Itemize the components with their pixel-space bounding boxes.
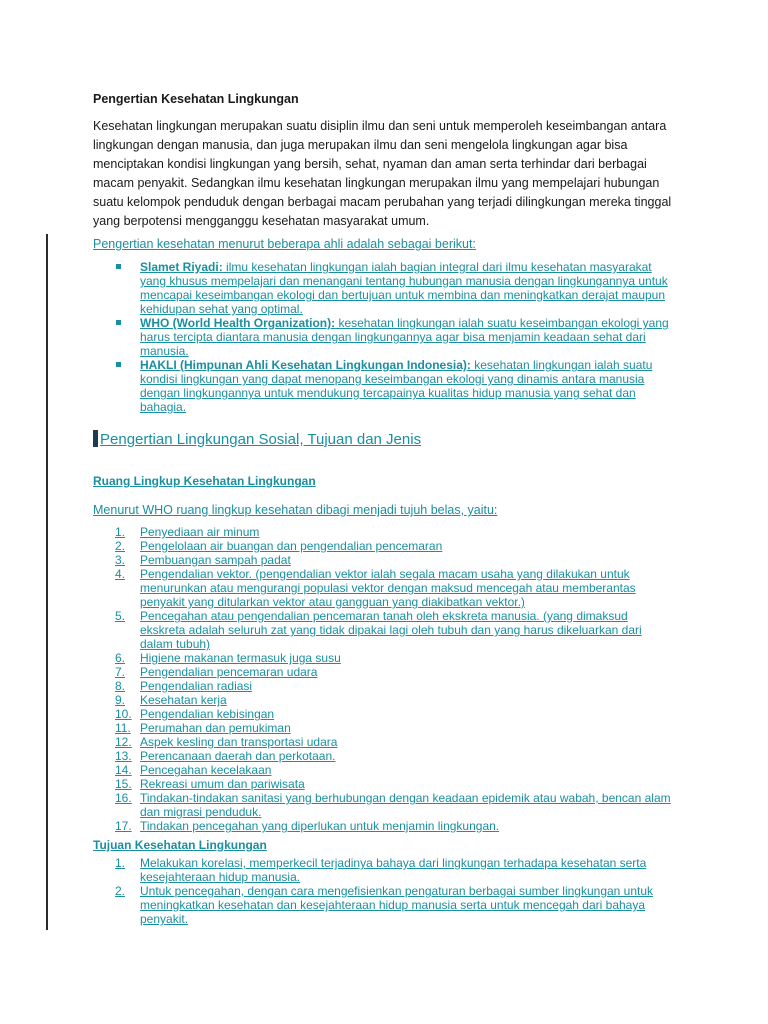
expert-name: Slamet Riyadi: bbox=[140, 260, 223, 274]
list-item[interactable] bbox=[115, 819, 675, 833]
item-text: Pengendalian kebisingan bbox=[140, 707, 275, 721]
item-text: Pengelolaan air buangan dan pengendalian pencemaran bbox=[140, 539, 443, 553]
item-number: 9. bbox=[115, 693, 126, 707]
list-item[interactable] bbox=[115, 884, 675, 926]
item-text: Melakukan korelasi, memperkecil terjadinya bahaya dari lingkungan terhadapa kesehatan serta kesejahteraan hidup manusia. bbox=[140, 856, 647, 884]
item-text: Higiene makanan termasuk juga susu bbox=[140, 651, 341, 665]
item-text: Perumahan dan pemukiman bbox=[140, 721, 291, 735]
revision-change-bar bbox=[46, 234, 48, 930]
expert-definition: ilmu kesehatan lingkungan ialah bagian integral dari ilmu kesehatan masyarakat yang khusus mempelajari dan menangani tentang hubungan manusia dengan lingkungannya untuk mencapai keseimbangan ekologi dan bertujuan untuk membina dan meningkatkan derajat maupun kehidupan sehat yang optimal. bbox=[140, 260, 668, 316]
item-number: 1. bbox=[115, 525, 126, 539]
item-text: Perencanaan daerah dan perkotaan. bbox=[140, 749, 336, 763]
list-item[interactable] bbox=[115, 665, 675, 679]
experts-intro-link[interactable]: Pengertian kesehatan menurut beberapa ahli adalah sebagai berikut: bbox=[93, 237, 476, 251]
item-text: Aspek kesling dan transportasi udara bbox=[140, 735, 338, 749]
expert-definition: kesehatan lingkungan ialah suatu keseimbangan ekologi yang harus tercipta diantara manusia dengan lingkungannya agar bisa menjamin keadaan sehat dari manusia. bbox=[140, 316, 669, 358]
item-number: 15. bbox=[115, 777, 132, 791]
list-item[interactable] bbox=[115, 791, 675, 819]
item-text: Pengendalian pencemaran udara bbox=[140, 665, 318, 679]
item-number: 7. bbox=[115, 665, 126, 679]
item-number: 14. bbox=[115, 763, 132, 777]
square-bullet-icon bbox=[116, 320, 121, 325]
item-text: Tindakan pencegahan yang diperlukan untuk menjamin lingkungan. bbox=[140, 819, 500, 833]
list-item[interactable] bbox=[115, 856, 675, 884]
item-number: 4. bbox=[115, 567, 126, 581]
list-item[interactable] bbox=[115, 539, 675, 553]
section-title-text: Pengertian Lingkungan Sosial, Tujuan dan Jenis bbox=[100, 431, 422, 448]
who-intro-link[interactable]: Menurut WHO ruang lingkup kesehatan dibagi menjadi tujuh belas, yaitu: bbox=[93, 503, 498, 517]
list-item[interactable] bbox=[115, 679, 675, 693]
list-item[interactable] bbox=[115, 651, 675, 665]
list-item[interactable] bbox=[115, 749, 675, 763]
section-title-link[interactable] bbox=[93, 430, 421, 448]
list-item[interactable] bbox=[115, 693, 675, 707]
item-number: 2. bbox=[115, 884, 126, 898]
experts-list bbox=[112, 260, 672, 414]
list-item[interactable] bbox=[115, 735, 675, 749]
item-text: Tindakan-tindakan sanitasi yang berhubungan dengan keadaan epidemik atau wabah, bencan alam dan migrasi penduduk. bbox=[140, 791, 671, 819]
expert-name: HAKLI (Himpunan Ahli Kesehatan Lingkungan Indonesia): bbox=[140, 358, 471, 372]
item-number: 17. bbox=[115, 819, 132, 833]
list-item[interactable] bbox=[112, 316, 672, 358]
item-text: Pencegahan atau pengendalian pencemaran tanah oleh ekskreta manusia. (yang dimaksud ekskreta adalah seluruh zat yang tidak dipakai lagi oleh tubuh dan yang harus dikeluarkan dari dalam tubuh) bbox=[140, 609, 642, 651]
page-heading: Pengertian Kesehatan Lingkungan bbox=[93, 92, 299, 106]
list-item[interactable] bbox=[115, 553, 675, 567]
item-text: Rekreasi umum dan pariwisata bbox=[140, 777, 305, 791]
item-number: 1. bbox=[115, 856, 126, 870]
list-item[interactable] bbox=[115, 721, 675, 735]
item-text: Pengendalian vektor. (pengendalian vektor ialah segala macam usaha yang dilakukan untuk menurunkan atau mengurangi populasi vektor dengan maksud mencegah atau memberantas penyakit yang ditularkan vektor atau gangguan yang diakibatkan vektor.) bbox=[140, 567, 636, 609]
list-item[interactable] bbox=[115, 609, 675, 651]
list-item[interactable] bbox=[115, 567, 675, 609]
item-number: 2. bbox=[115, 539, 126, 553]
heading-marker-icon bbox=[93, 430, 98, 447]
item-text: Penyediaan air minum bbox=[140, 525, 260, 539]
item-text: Untuk pencegahan, dengan cara mengefisienkan pengaturan berbagai sumber lingkungan untuk meningkatkan kesehatan dan kesejahteraan hidup manusia serta untuk mencegah dari bahaya penyakit. bbox=[140, 884, 654, 926]
item-number: 16. bbox=[115, 791, 132, 805]
item-number: 5. bbox=[115, 609, 126, 623]
list-item[interactable] bbox=[112, 358, 672, 414]
item-number: 13. bbox=[115, 749, 132, 763]
intro-paragraph: Kesehatan lingkungan merupakan suatu disiplin ilmu dan seni untuk memperoleh keseimbangan antara lingkungan dengan manusia, dan juga merupakan ilmu dan seni mengelola lingkungan agar bisa menciptakan kondisi lingkungan yang bersih, sehat, nyaman dan aman serta terhindar dari berbagai macam penyakit. Sedangkan ilmu kesehatan lingkungan merupakan ilmu yang mempelajari hubungan suatu kelompok penduduk dengan berbagai macam perubahan yang terjadi dilingkungan mereka tinggal yang berpotensi mengganggu kesehatan masyarakat umum. bbox=[93, 119, 672, 228]
list-item[interactable] bbox=[112, 260, 672, 316]
goals-list bbox=[115, 856, 675, 926]
list-item[interactable] bbox=[115, 763, 675, 777]
item-number: 10. bbox=[115, 707, 132, 721]
item-text: Pengendalian radiasi bbox=[140, 679, 253, 693]
list-item[interactable] bbox=[115, 777, 675, 791]
item-number: 6. bbox=[115, 651, 126, 665]
scope-heading[interactable]: Ruang Lingkup Kesehatan Lingkungan bbox=[93, 474, 316, 488]
goals-heading[interactable]: Tujuan Kesehatan Lingkungan bbox=[93, 838, 267, 852]
expert-name: WHO (World Health Organization): bbox=[140, 316, 336, 330]
item-text: Pencegahan kecelakaan bbox=[140, 763, 272, 777]
list-item[interactable] bbox=[115, 707, 675, 721]
item-text: Kesehatan kerja bbox=[140, 693, 227, 707]
square-bullet-icon bbox=[116, 362, 121, 367]
item-number: 12. bbox=[115, 735, 132, 749]
square-bullet-icon bbox=[116, 264, 121, 269]
item-text: Pembuangan sampah padat bbox=[140, 553, 291, 567]
scope-list bbox=[115, 525, 675, 833]
item-number: 11. bbox=[115, 721, 131, 735]
expert-definition: kesehatan lingkungan ialah suatu kondisi lingkungan yang dapat menopang keseimbangan ekologi yang dinamis antara manusia dengan lingkungannya untuk mendukung tercapainya kualitas hidup manusia yang sehat dan bahagia. bbox=[140, 358, 653, 414]
item-number: 8. bbox=[115, 679, 126, 693]
list-item[interactable] bbox=[115, 525, 675, 539]
item-number: 3. bbox=[115, 553, 126, 567]
